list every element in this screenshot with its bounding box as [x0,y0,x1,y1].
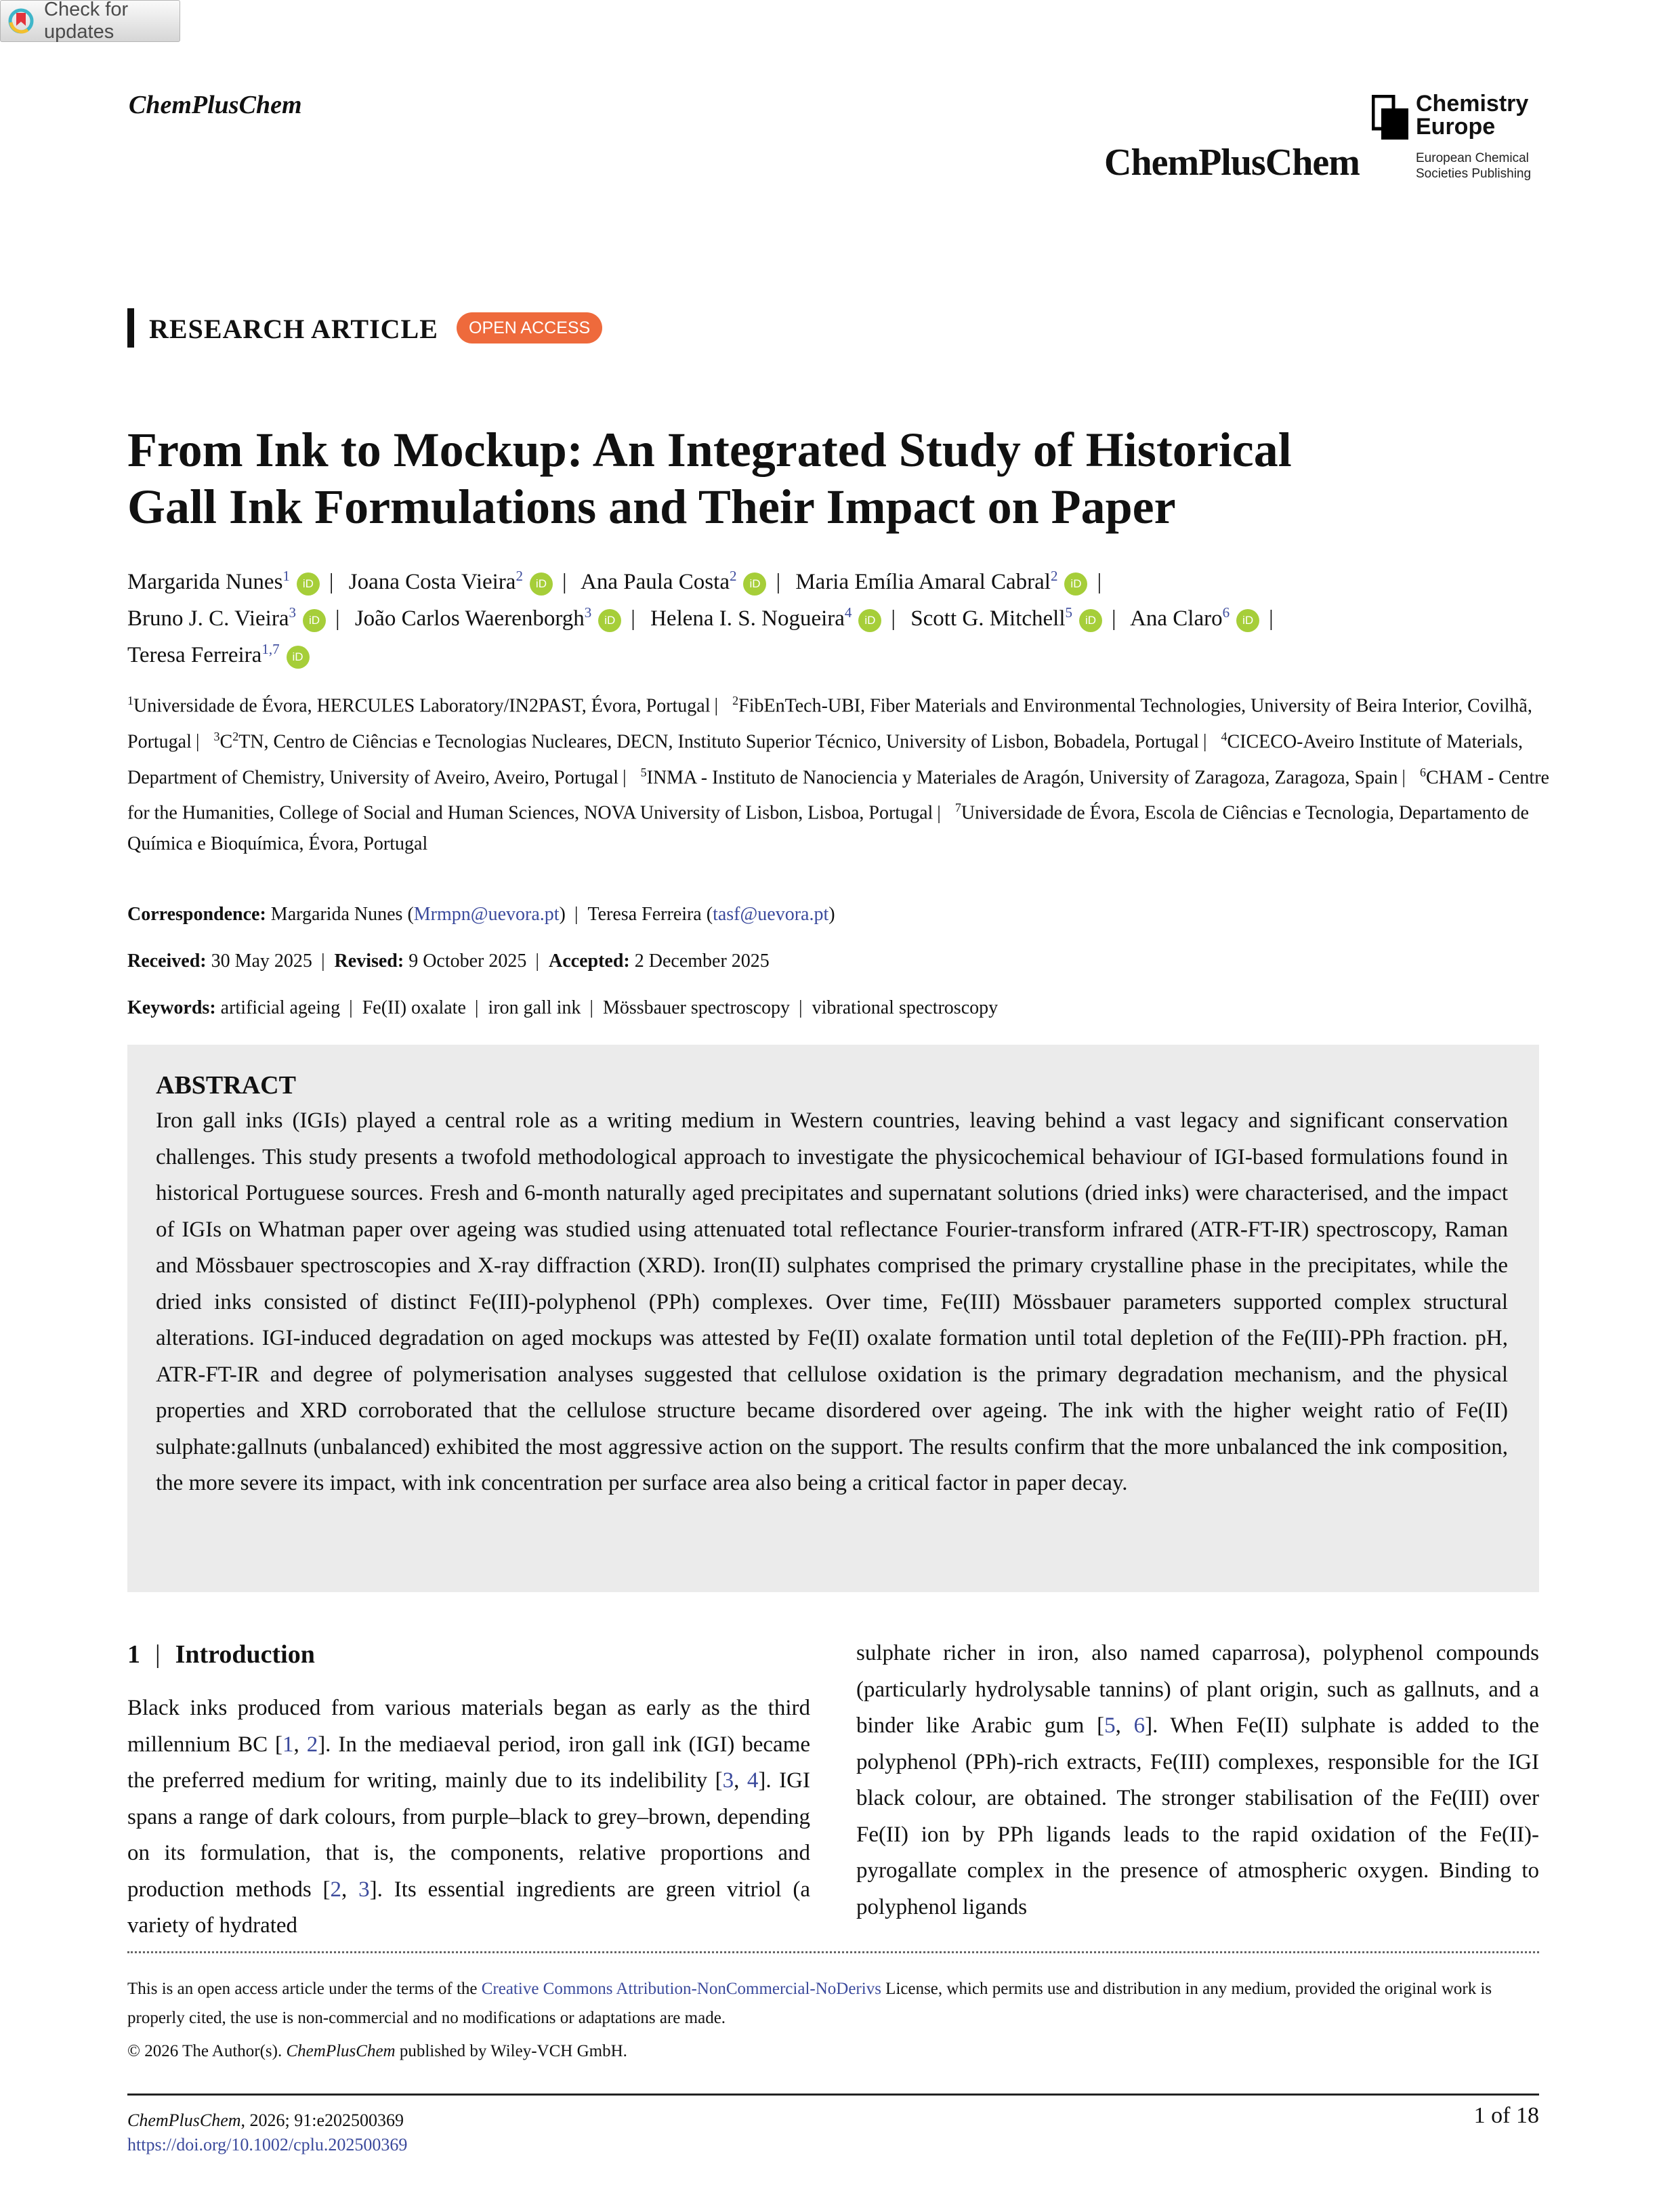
author[interactable]: Maria Emília Amaral Cabral$^2$ [795,568,1058,594]
orcid-icon[interactable]: iD [858,609,881,632]
email-link[interactable]: tasf@uevora.pt [713,904,829,925]
citation-link[interactable]: 2 [306,1732,318,1757]
author[interactable]: Ana Claro$^6$ [1130,604,1230,631]
journal-logo: ChemPlusChem [1104,142,1360,184]
author[interactable]: Bruno J. C. Vieira$^3$ [127,604,296,631]
article-type-bar [127,308,134,348]
publisher-subtitle: European Chemical Societies Publishing [1416,151,1532,181]
citation-link[interactable]: 3 [358,1877,370,1902]
author[interactable]: Ana Paula Costa$^2$ [581,568,737,594]
intro-right-column: sulphate richer in iron, also named caparrosa), polyphenol compounds (particularly hydrolysable tannins) of plant origin, such as gallnuts, and a binder like Arabic gum [5, 6]. When Fe(II) sulphate is added to the polyphenol (PPh)-rich extracts, Fe(III) complexes, responsible for the IGI black colour, are obtained. The stronger stabilisation of the Fe(III) over Fe(II) ion by PPh ligands leads to the rapid oxidation of the Fe(II)-pyrogallate complex in the presence of atmospheric oxygen. Binding to polyphenol ligands [856,1641,1540,1919]
abstract-heading: ABSTRACT [156,1071,296,1100]
author[interactable]: Helena I. S. Nogueira$^4$ [650,604,852,631]
keywords: Keywords: artificial ageing | Fe(II) oxalate | iron gall ink | Mössbauer spectroscopy | vibrational spectroscopy [127,997,999,1018]
running-journal-name: ChemPlusChem [129,91,302,119]
orcid-icon[interactable]: iD [303,609,326,632]
intro-left-column: Black inks produced from various materials began as early as the third millennium BC [1, 2]. In the mediaeval period, iron gall ink (IGI) became the preferred medium for writing, mainly due to its indelibility [3, 4]. IGI spans a range of dark colours, from purple–black to grey–brown, depending on its formulation, that is, the components, relative proportions and production methods [2, 3]. Its essential ingredients are green vitriol (a variety of hydrated [127,1696,811,1938]
check-for-updates-label: Check for updates [44,0,129,43]
footnote-divider [127,1951,1539,1953]
orcid-icon[interactable]: iD [743,572,766,596]
author[interactable]: Scott G. Mitchell$^5$ [910,604,1073,631]
article-dates: Received: 30 May 2025 | Revised: 9 October 2025 | Accepted: 2 December 2025 [127,951,770,972]
license-notice: This is an open access article under the terms of the Creative Commons Attribution-NonCommercial-NoDerivs License, which permits use and distribution in any medium, provided the original work is properly cited, the use is non-commercial and no modifications or adaptations are made. © 2026 The Author(s). ChemPlusChem published by Wiley-VCH GmbH. [127,1980,1492,2060]
orcid-icon[interactable]: iD [598,609,621,632]
section-heading: 1 | Introduction [127,1640,315,1669]
crossmark-icon [7,7,35,35]
correspondence: Correspondence: Margarida Nunes (Mrmpn@uevora.pt) | Teresa Ferreira (tasf@uevora.pt) [127,904,835,925]
author-list: Margarida Nunes$^1$ iD | Joana Costa Vieira$^2$ iD | Ana Paula Costa$^2$ iD | Maria Emília Amaral Cabral$^2$ iD | Bruno J. C. Vieira$^3$ iD | João Carlos Waerenborgh$^3$ iD | Helena I. S. Nogueira$^4$ iD | Scott G. Mitchell$^5$ iD | Ana Claro$^6$ iD | Teresa Ferreira$^{1,7}$ iD [127,568,1274,667]
article-title: From Ink to Mockup: An Integrated Study of Historical Gall Ink Formulations and Their Impact on Paper [127,423,1292,534]
check-for-updates-button[interactable] [0,0,180,42]
orcid-icon[interactable]: iD [530,572,553,596]
license-link[interactable]: Creative Commons Attribution-NonCommercial-NoDerivs [481,1980,881,1998]
orcid-icon[interactable]: iD [1064,572,1087,596]
article-type-label: RESEARCH ARTICLE [149,314,438,344]
footer-citation: ChemPlusChem, 2026; 91:e202500369 https://doi.org/10.1002/cplu.202500369 [127,2110,408,2154]
citation-link[interactable]: 4 [747,1768,759,1793]
publisher-name: Chemistry Europe [1416,91,1529,140]
open-access-badge: OPEN ACCESS [457,312,602,343]
orcid-icon[interactable]: iD [287,646,310,669]
email-link[interactable]: Mrmpn@uevora.pt [413,904,560,925]
page-number: 1 of 18 [1473,2103,1539,2128]
orcid-icon[interactable]: iD [1236,609,1259,632]
author[interactable]: Teresa Ferreira$^{1,7}$ [127,641,280,667]
citation-link[interactable]: 3 [722,1768,734,1793]
doi-link[interactable]: https://doi.org/10.1002/cplu.202500369 [127,2135,408,2154]
citation-link[interactable]: 5 [1104,1713,1116,1738]
abstract-text: Iron gall inks (IGIs) played a central role as a writing medium in Western countries, leaving behind a vast legacy and significant conservation challenges. This study presents a twofold methodological approach to investigate the physicochemical behaviour of IGI-based formulations found in historical Portuguese sources. Fresh and 6-month naturally aged precipitates and supernatant solutions (dried inks) were characterised, and the impact of IGIs on Whatman paper over ageing was studied using attenuated total reflectance Fourier-transform infrared (ATR-FT-IR) spectroscopy, Raman and Mössbauer spectroscopies and X-ray diffraction (XRD). Iron(II) sulphates comprised the primary crystalline phase in the precipitates, while the dried inks consisted of distinct Fe(III)-polyphenol (PPh) complexes. Over time, Fe(III) Mössbauer parameters supported complex structural alterations. IGI-induced degradation on aged mockups was attested by Fe(II) oxalate formation until total depletion of the Fe(III)-PPh fraction. pH, ATR-FT-IR and degree of polymerisation analyses suggested that cellulose oxidation is the primary degradation mechanism, and the physical properties and XRD corroborated that the cellulose structure became disordered over ageing. The ink with the higher weight ratio of Fe(II) sulphate:gallnuts (unbalanced) exhibited the most aggressive action on the support. The results confirm that the more unbalanced the ink composition, the more severe its impact, with ink concentration per surface area also being a critical factor in paper decay. [156,1108,1508,1495]
citation-link[interactable]: 1 [282,1732,294,1757]
author[interactable]: João Carlos Waerenborgh$^3$ [354,604,592,631]
orcid-icon[interactable]: iD [297,572,320,596]
citation-link[interactable]: 2 [330,1877,342,1902]
footer-rule [127,2094,1539,2096]
author[interactable]: Margarida Nunes$^1$ [127,568,290,594]
abstract-box [127,1045,1539,1592]
orcid-icon[interactable]: iD [1079,609,1102,632]
chemistry-europe-logo-icon [1372,95,1412,142]
affiliations: $^1$Universidade de Évora, HERCULES Laboratory/IN2PAST, Évora, Portugal | $^2$FibEnTech-UBI, Fiber Materials and Environmental Technologies, University of Beira Interior, Covilhã, Portugal | $^3C^2TN$, Centro de Ciências e Tecnologias Nucleares, DECN, Instituto Superior Técnico, University of Lisbon, Bobadela, Portugal | $^4$CICECO-Aveiro Institute of Materials, Department of Chemistry, University of Aveiro, Aveiro, Portugal | $^5$INMA - Instituto de Nanociencia y Materiales de Aragón, University of Zaragoza, Zaragoza, Spain | $^6$CHAM - Centre for the Humanities, College of Social and Human Sciences, NOVA University of Lisbon, Lisboa, Portugal | $^7$Universidade de Évora, Escola de Ciências e Tecnologia, Departamento de Química e Bioquímica, Évora, Portugal [127,694,1549,855]
author[interactable]: Joana Costa Vieira$^2$ [348,568,523,594]
citation-link[interactable]: 6 [1133,1713,1146,1738]
